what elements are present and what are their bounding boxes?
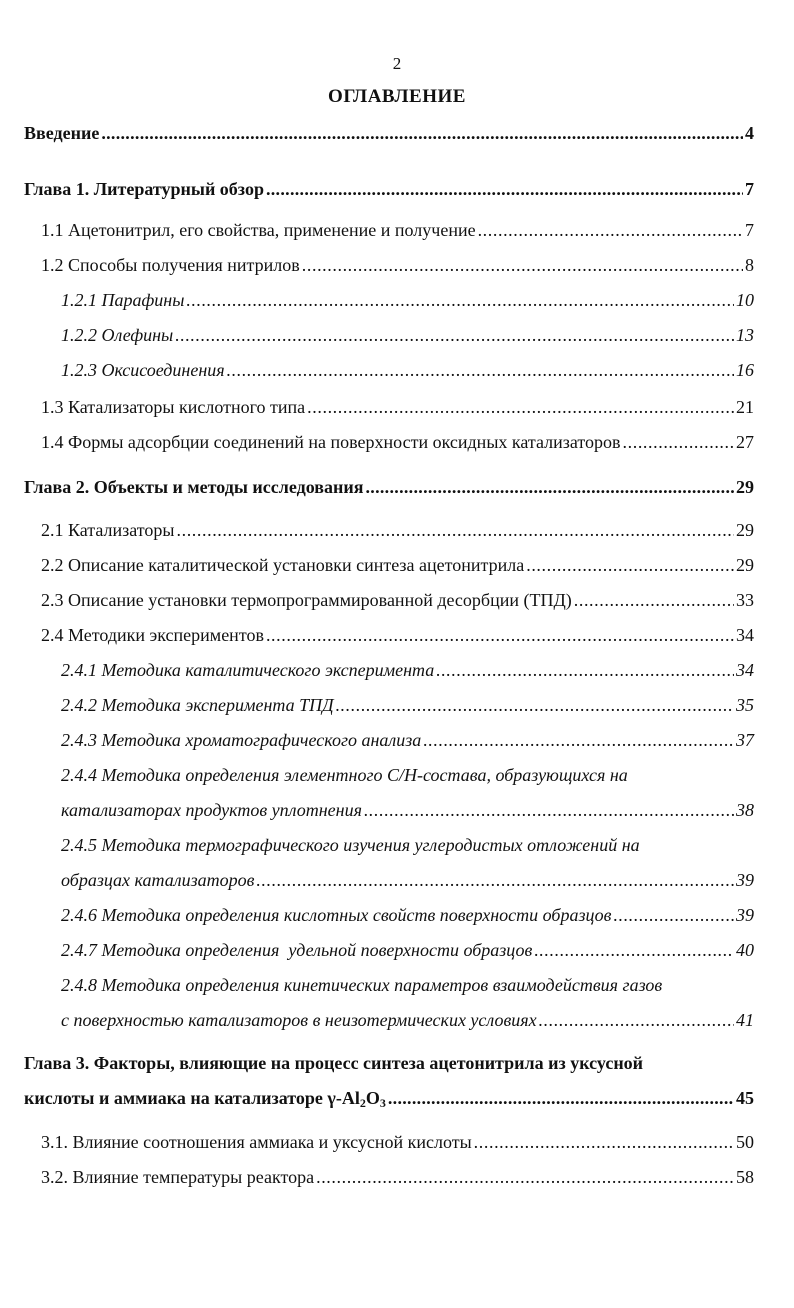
toc-entry-2-4-4-line1[interactable]: 2.4.4 Методика определения элементного C/H-состава, образующихся на	[61, 765, 628, 785]
toc-entry-page: 50	[736, 1132, 754, 1152]
toc-entry-2-1[interactable]	[41, 517, 754, 543]
toc-leader-dots	[316, 1164, 734, 1190]
toc-leader-dots	[302, 252, 743, 278]
toc-leader-dots	[423, 727, 734, 753]
toc-entry-chapter-3[interactable]	[24, 1085, 754, 1111]
toc-entry-label: 1.2.2 Олефины	[61, 325, 174, 345]
toc-entry-label: 1.2 Способы получения нитрилов	[41, 255, 300, 275]
toc-entry-page: 13	[736, 325, 754, 345]
toc-entry-label: 1.1 Ацетонитрил, его свойства, применение и получение	[41, 220, 476, 240]
toc-entry-label: 1.2.1 Парафины	[61, 290, 185, 310]
toc-leader-dots	[266, 622, 734, 648]
toc-entry-label: образцах катализаторов	[61, 870, 255, 890]
toc-entry-label: 2.4.6 Методика определения кислотных свойств поверхности образцов	[61, 905, 612, 925]
toc-entry-label: 2.4.1 Методика каталитического эксперимента	[61, 660, 435, 680]
toc-leader-dots	[478, 217, 743, 243]
toc-entry-label: 2.4.2 Методика эксперимента ТПД	[61, 695, 334, 715]
toc-entry-label: с поверхностью катализаторов в неизотермических условиях	[61, 1010, 537, 1030]
toc-entry-page: 21	[736, 397, 754, 417]
toc-leader-dots	[474, 1129, 734, 1155]
toc-entry-page: 10	[736, 290, 754, 310]
toc-entry-page: 29	[736, 555, 754, 575]
toc-leader-dots	[539, 1007, 734, 1033]
toc-leader-dots	[175, 322, 734, 348]
toc-entry-page: 34	[736, 660, 754, 680]
toc-entry-page: 45	[736, 1088, 754, 1108]
toc-entry-label: 1.4 Формы адсорбции соединений на поверхности оксидных катализаторов	[41, 432, 621, 452]
toc-entry-2-4-2[interactable]	[61, 692, 754, 718]
toc-entry-2-2[interactable]	[41, 552, 754, 578]
toc-entry-page: 16	[736, 360, 754, 380]
toc-entry-page: 34	[736, 625, 754, 645]
toc-entry-page: 33	[736, 590, 754, 610]
toc-entry-page: 39	[736, 870, 754, 890]
toc-entry-2-4-8[interactable]	[61, 1007, 754, 1033]
toc-leader-dots	[227, 357, 734, 383]
toc-entry-label: Введение	[24, 123, 100, 143]
toc-entry-label	[24, 1085, 386, 1111]
toc-leader-dots	[436, 657, 734, 683]
toc-leader-dots	[101, 120, 743, 146]
chapter-3-line2-text: кислоты и аммиака на катализаторе γ-Al	[24, 1088, 360, 1108]
toc-leader-dots	[526, 552, 734, 578]
toc-entry-page: 39	[736, 905, 754, 925]
page-title: ОГЛАВЛЕНИЕ	[328, 86, 466, 107]
toc-entry-page: 29	[736, 520, 754, 540]
toc-entry-label: 2.4 Методики экспериментов	[41, 625, 264, 645]
toc-leader-dots	[388, 1085, 734, 1111]
toc-leader-dots	[256, 867, 734, 893]
toc-entry-page: 4	[745, 123, 754, 143]
toc-entry-2-4-1[interactable]	[61, 657, 754, 683]
toc-entry-page: 35	[736, 695, 754, 715]
toc-leader-dots	[623, 429, 734, 455]
toc-leader-dots	[365, 474, 734, 500]
toc-entry-1-2-1[interactable]	[61, 287, 754, 313]
toc-entry-chapter-2[interactable]	[24, 474, 754, 500]
toc-entry-2-4-6[interactable]	[61, 902, 754, 928]
toc-entry-label: 2.2 Описание каталитической установки синтеза ацетонитрила	[41, 555, 525, 575]
oxygen-symbol: O	[365, 1088, 380, 1108]
subscript-3: 3	[379, 1096, 386, 1110]
toc-entry-label: Глава 1. Литературный обзор	[24, 179, 264, 199]
toc-leader-dots	[534, 937, 734, 963]
toc-leader-dots	[336, 692, 734, 718]
toc-entry-label: катализаторах продуктов уплотнения	[61, 800, 362, 820]
toc-entry-label: 2.4.7 Методика определения удельной поверхности образцов	[61, 940, 533, 960]
toc-entry-label: 2.1 Катализаторы	[41, 520, 175, 540]
page-number: 2	[392, 54, 402, 73]
toc-entry-1-3[interactable]	[41, 394, 754, 420]
toc-entry-1-4[interactable]	[41, 429, 754, 455]
toc-entry-label: Глава 2. Объекты и методы исследования	[24, 477, 364, 497]
toc-entry-1-2[interactable]	[41, 252, 754, 278]
toc-entry-page: 41	[736, 1010, 754, 1030]
toc-entry-page: 37	[736, 730, 754, 750]
toc-leader-dots	[307, 394, 734, 420]
toc-entry-chapter-3-line1[interactable]: Глава 3. Факторы, влияющие на процесс синтеза ацетонитрила из уксусной	[24, 1053, 644, 1073]
toc-entry-page: 8	[745, 255, 754, 275]
toc-entry-2-4-7[interactable]	[61, 937, 754, 963]
toc-entry-1-2-3[interactable]	[61, 357, 754, 383]
toc-leader-dots	[614, 902, 735, 928]
toc-entry-intro[interactable]	[24, 120, 754, 146]
toc-leader-dots	[364, 797, 734, 823]
toc-entry-1-2-2[interactable]	[61, 322, 754, 348]
toc-entry-page: 29	[736, 477, 754, 497]
toc-entry-chapter-1[interactable]	[24, 176, 754, 202]
toc-entry-label: 3.1. Влияние соотношения аммиака и уксусной кислоты	[41, 1132, 472, 1152]
toc-entry-label: 2.4.3 Методика хроматографического анализа	[61, 730, 422, 750]
toc-leader-dots	[574, 587, 734, 613]
toc-entry-2-4-8-line1[interactable]: 2.4.8 Методика определения кинетических параметров взаимодействия газов	[61, 975, 663, 995]
toc-entry-1-1[interactable]	[41, 217, 754, 243]
toc-entry-2-3[interactable]	[41, 587, 754, 613]
toc-entry-label: 1.2.3 Оксисоединения	[61, 360, 225, 380]
toc-entry-label: 2.3 Описание установки термопрограммированной десорбции (ТПД)	[41, 590, 572, 610]
toc-leader-dots	[177, 517, 735, 543]
toc-entry-page: 27	[736, 432, 754, 452]
subscript-2: 2	[359, 1096, 366, 1110]
toc-entry-page: 40	[736, 940, 754, 960]
toc-leader-dots	[266, 176, 743, 202]
toc-entry-page: 38	[736, 800, 754, 820]
toc-entry-3-1[interactable]	[41, 1129, 754, 1155]
toc-entry-2-4-5-line1[interactable]: 2.4.5 Методика термографического изучения углеродистых отложений на	[61, 835, 640, 855]
toc-entry-2-4-3[interactable]	[61, 727, 754, 753]
toc-entry-3-2[interactable]	[41, 1164, 754, 1190]
toc-entry-label: 3.2. Влияние температуры реактора	[41, 1167, 315, 1187]
toc-entry-page: 58	[736, 1167, 754, 1187]
toc-entry-2-4[interactable]	[41, 622, 754, 648]
toc-entry-2-4-5[interactable]	[61, 867, 754, 893]
toc-entry-label: 1.3 Катализаторы кислотного типа	[41, 397, 306, 417]
toc-leader-dots	[186, 287, 734, 313]
toc-entry-page: 7	[745, 220, 754, 240]
toc-entry-page: 7	[745, 179, 754, 199]
toc-entry-2-4-4[interactable]	[61, 797, 754, 823]
